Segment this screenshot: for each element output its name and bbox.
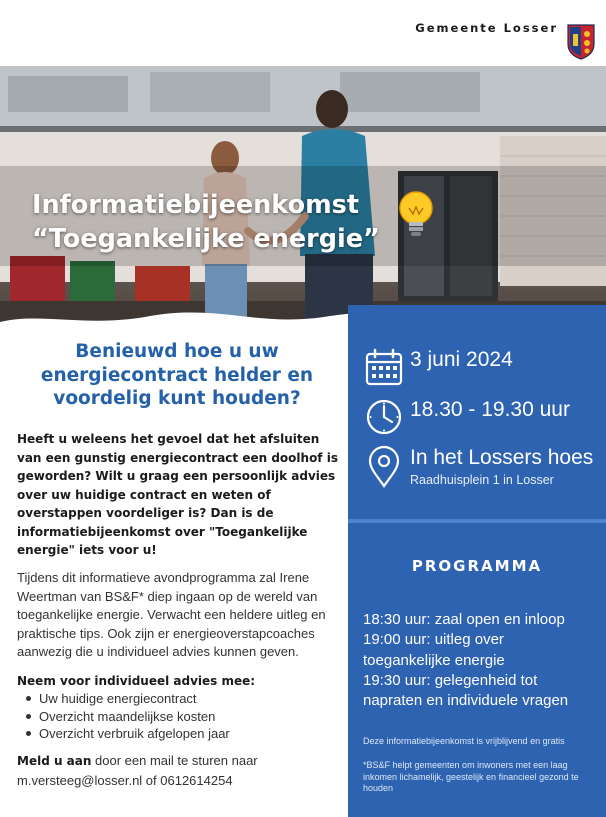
lightbulb-icon [396, 190, 436, 246]
clock-icon [364, 397, 404, 437]
program-line: toegankelijke energie [363, 651, 505, 669]
contact-details[interactable]: m.versteeg@losser.nl of 0612614254 [17, 773, 233, 788]
event-info-panel [348, 305, 606, 817]
location-row [364, 445, 593, 489]
signup-bold: Meld u aan [17, 754, 92, 768]
program-list [363, 610, 599, 711]
list-item [17, 690, 230, 708]
date-row [364, 347, 513, 387]
event-title-line-2: “Toegankelijke energie” [32, 224, 380, 254]
advice-item-text: Overzicht maandelijkse kosten [39, 708, 216, 724]
signup-instructions [17, 751, 347, 790]
headline-line-3: voordelig kunt houden? [53, 388, 301, 409]
event-title-line-1: Informatiebijeenkomst [32, 190, 360, 220]
signup-text: door een mail te sturen naar [91, 753, 258, 768]
event-title [32, 188, 380, 256]
free-note: Deze informatiebijeenkomst is vrijblijvend en gratis [363, 736, 565, 746]
intro-paragraph: Heeft u weleens het gevoel dat het afsluiten van een gunstig energiecontract een doolhof is geworden? Wilt u graag een persoonlijk advies over uw huidige contract en weten of overstappen voordeliger is? Dan is de informatiebijeenkomst over "Toegankelijke energie" iets voor u! [17, 432, 338, 557]
bsf-note: *BS&F helpt gemeenten om inwoners met een laag inkomen lichamelijk, geestelijk en financieel gezond te houden [363, 760, 579, 793]
municipality-name: Gemeente Losser [415, 21, 558, 35]
program-line: 19:30 uur: gelegenheid tot [363, 671, 538, 689]
advice-item-text: Uw huidige energiecontract [39, 691, 197, 706]
hero-photo [0, 66, 606, 336]
advice-list [17, 690, 230, 743]
bullet-icon [26, 714, 31, 719]
list-item [17, 708, 230, 726]
left-column [14, 340, 340, 788]
bullet-icon [26, 696, 31, 701]
program-line: 19:00 uur: uitleg over [363, 631, 504, 649]
advice-item-text: Overzicht verbruik afgelopen jaar [39, 726, 230, 741]
event-location: In het Lossers hoes [410, 446, 594, 469]
advice-title: Neem voor individueel advies mee: [17, 674, 256, 688]
section-divider [348, 519, 606, 523]
time-row [364, 397, 570, 437]
headline [14, 340, 340, 411]
program-title: PROGRAMMA [411, 557, 543, 575]
program-line: 18:30 uur: zaal open en inloop [363, 611, 565, 628]
calendar-icon [364, 347, 404, 387]
headline-line-2: energiecontract helder en [40, 364, 314, 386]
headline-line-1: Benieuwd hoe u uw [75, 341, 279, 362]
program-description: Tijdens dit informatieve avondprogramma zal Irene Weertman van BS&F* diep ingaan op de wereld van toegankelijke energie. Verwacht een heldere uitleg en praktische tips. Ook zijn er energieoverstapcoaches aanwezig die u individueel advies kunnen geven. [17, 570, 326, 659]
location-pin-icon [364, 445, 404, 489]
event-address: Raadhuisplein 1 in Losser [410, 473, 554, 487]
program-line: napraten en individuele vragen [363, 692, 569, 710]
bullet-icon [26, 731, 31, 736]
header [0, 0, 606, 66]
event-time: 18.30 - 19.30 uur [410, 398, 570, 421]
event-date: 3 juni 2024 [410, 348, 513, 371]
municipality-crest [567, 24, 595, 60]
list-item [17, 725, 230, 743]
